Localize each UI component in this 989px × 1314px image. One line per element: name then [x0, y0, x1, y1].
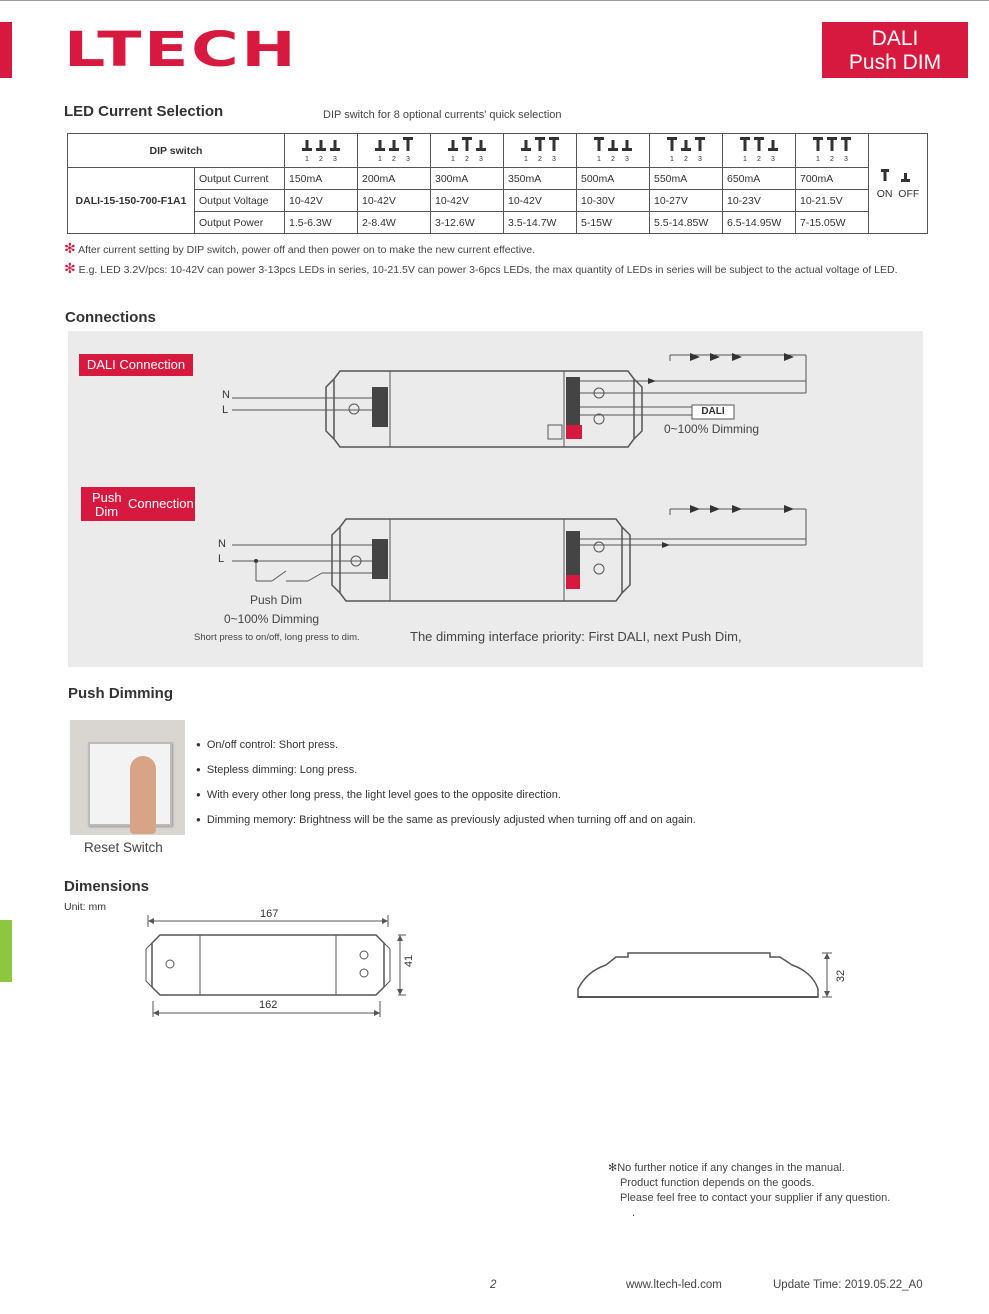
dip-switch-number: 1 [816, 156, 820, 163]
dip-switch-3-off [768, 140, 778, 151]
dip-switch-number: 3 [333, 156, 337, 163]
update-time: Update Time: 2019.05.22_A0 [773, 1279, 923, 1291]
top-view-drawing [140, 905, 420, 1020]
dip-switch-label: DIP switch [68, 134, 285, 168]
push-dim-label: Push Dim [250, 593, 303, 607]
dip-switch-table [67, 133, 928, 234]
model-name: DALI-15-150-700-F1A1 [68, 168, 195, 234]
dali-l-label: L [222, 404, 229, 416]
legend-off: OFF [898, 188, 920, 200]
footnote-dot: . [632, 1207, 636, 1219]
dip-switch-number: 3 [844, 156, 848, 163]
connections-diagram [68, 331, 923, 667]
cell-current: 350mA [504, 168, 577, 190]
cell-voltage: 10-42V [285, 190, 358, 212]
footnote-line1: ✻No further notice if any changes in the manual. [608, 1162, 845, 1174]
dip-switch-3-off [622, 140, 632, 151]
dip-cell [285, 134, 358, 168]
row-label-current: Output Current [195, 168, 285, 190]
section-title-push-dimming: Push Dimming [68, 685, 174, 702]
dali-dimming-label: 0~100% Dimming [664, 422, 760, 436]
side-green-marker [0, 920, 12, 982]
dip-switch-2-off [681, 140, 691, 151]
unit-label: Unit: mm [64, 901, 106, 913]
page-number: 2 [490, 1279, 497, 1291]
dip-switch-1-on [740, 137, 750, 151]
row-label-power: Output Power [195, 212, 285, 234]
dip-switch-number: 2 [319, 156, 323, 163]
cell-voltage: 10-42V [504, 190, 577, 212]
dip-switch-1-off [375, 140, 385, 151]
dip-switch-1-on [594, 137, 604, 151]
side-view-drawing [570, 945, 835, 1005]
dip-switch-1-on [667, 137, 677, 151]
section-title-connections: Connections [65, 309, 156, 326]
bullet-item: ● Dimming memory: Brightness will be the same as previously adjusted when turning off and on again. [196, 808, 696, 833]
dip-switch-number: 3 [406, 156, 410, 163]
cell-current: 650mA [723, 168, 796, 190]
cell-current: 550mA [650, 168, 723, 190]
ltech-logo: LTECH [64, 22, 299, 78]
dip-switch-3-on [549, 137, 559, 151]
dim-length-outer: 167 [260, 908, 279, 920]
dip-switch-number: 1 [743, 156, 747, 163]
section-subtitle-current: DIP switch for 8 optional currents' quick selection [323, 109, 562, 121]
push-dimming-label: 0~100% Dimming [224, 612, 320, 626]
dip-switch-number: 3 [698, 156, 702, 163]
dali-connection-tag: DALI Connection [79, 354, 193, 376]
dip-switch-number: 1 [597, 156, 601, 163]
priority-note: The dimming interface priority: First DALI, next Push Dim, [410, 629, 742, 644]
dip-switch-2-on [754, 137, 764, 151]
note-1 [64, 240, 535, 257]
dip-switch-2-off [608, 140, 618, 151]
dip-switch-number: 2 [830, 156, 834, 163]
cell-current: 300mA [431, 168, 504, 190]
cell-voltage: 10-42V [358, 190, 431, 212]
dip-cell [431, 134, 504, 168]
dip-switch-2-on [827, 137, 837, 151]
dip-switch-2-off [316, 140, 326, 151]
row-label-voltage: Output Voltage [195, 190, 285, 212]
dip-cell [358, 134, 431, 168]
cell-current: 500mA [577, 168, 650, 190]
push-dim-diagram [232, 505, 806, 601]
dip-switch-1-off [521, 140, 531, 151]
dim-height: 32 [835, 969, 848, 983]
cell-voltage: 10-23V [723, 190, 796, 212]
push-tag-line1: Push [92, 490, 122, 505]
section-title-current: LED Current Selection [64, 103, 224, 120]
side-red-marker [0, 22, 12, 78]
cell-power: 5.5-14.85W [650, 212, 723, 234]
finger-icon [130, 756, 156, 834]
bullet-item: ● Stepless dimming: Long press. [196, 758, 696, 783]
dip-switch-number: 1 [378, 156, 382, 163]
section-title-dimensions: Dimensions [64, 878, 150, 895]
cell-power: 6.5-14.95W [723, 212, 796, 234]
cell-current: 700mA [796, 168, 869, 190]
website[interactable]: www.ltech-led.com [626, 1279, 722, 1291]
dip-switch-2-on [535, 137, 545, 151]
product-badge [822, 22, 968, 78]
bullet-item: ● On/off control: Short press. [196, 733, 696, 758]
dip-switch-number: 1 [670, 156, 674, 163]
dip-cell [577, 134, 650, 168]
note-2-text: E.g. LED 3.2V/pcs: 10-42V can power 3-13pcs LEDs in series, 10-21.5V can power 3-6pcs LEDs, the max quantity of LEDs in series will be subject to the actual voltage of LED. [78, 264, 898, 276]
reset-switch-caption: Reset Switch [84, 840, 163, 855]
footnote-line3: Please feel free to contact your supplier if any question. [620, 1192, 891, 1204]
cell-current: 200mA [358, 168, 431, 190]
asterisk-icon: ✻ [64, 260, 76, 276]
cell-power: 3-12.6W [431, 212, 504, 234]
dip-switch-number: 3 [552, 156, 556, 163]
dip-switch-1-off [448, 140, 458, 151]
cell-power: 3.5-14.7W [504, 212, 577, 234]
dip-switch-2-off [389, 140, 399, 151]
cell-power: 2-8.4W [358, 212, 431, 234]
reset-switch-photo [70, 720, 185, 835]
push-n-label: N [218, 538, 226, 550]
dip-cell [723, 134, 796, 168]
dip-switch-1-on [813, 137, 823, 151]
dip-switch-number: 2 [538, 156, 542, 163]
connections-diagram-panel [68, 331, 923, 667]
cell-power: 5-15W [577, 212, 650, 234]
cell-power: 1.5-6.3W [285, 212, 358, 234]
dip-switch-3-on [403, 137, 413, 151]
dip-switch-number: 1 [305, 156, 309, 163]
asterisk-icon: ✻ [64, 240, 76, 256]
dip-switch-number: 2 [684, 156, 688, 163]
dip-switch-number: 2 [465, 156, 469, 163]
dip-cell [504, 134, 577, 168]
dip-switch-number: 2 [611, 156, 615, 163]
cell-voltage: 10-21.5V [796, 190, 869, 212]
dip-switch-2-on [462, 137, 472, 151]
badge-line1: DALI [871, 27, 919, 50]
asterisk-icon: ✻ [608, 1162, 618, 1174]
dip-switch-number: 1 [451, 156, 455, 163]
dip-switch-number: 3 [625, 156, 629, 163]
push-dimming-bullets [196, 733, 696, 833]
dip-switch-3-on [695, 137, 705, 151]
dip-switch-3-off [330, 140, 340, 151]
cell-voltage: 10-30V [577, 190, 650, 212]
footnote-block [608, 1161, 890, 1221]
footnote-line2: Product function depends on the goods. [620, 1177, 815, 1189]
push-tag-word: Connection [128, 496, 194, 511]
dip-cell [796, 134, 869, 168]
short-press-note: Short press to on/off, long press to dim. [194, 632, 360, 643]
dali-n-label: N [222, 389, 230, 401]
push-l-label: L [218, 553, 225, 565]
on-off-legend [869, 134, 928, 234]
cell-voltage: 10-42V [431, 190, 504, 212]
dip-switch-number: 3 [771, 156, 775, 163]
on-off-legend-icon [873, 167, 923, 185]
dip-switch-3-off [476, 140, 486, 151]
dip-switch-3-on [841, 137, 851, 151]
cell-current: 150mA [285, 168, 358, 190]
bullet-item: ● With every other long press, the light level goes to the opposite direction. [196, 783, 696, 808]
push-dim-connection-tag [81, 487, 195, 521]
dali-bus-box: DALI [701, 406, 725, 417]
badge-line2: Push DIM [848, 51, 942, 74]
dip-switch-number: 2 [392, 156, 396, 163]
dip-switch-number: 1 [524, 156, 528, 163]
cell-voltage: 10-27V [650, 190, 723, 212]
cell-power: 7-15.05W [796, 212, 869, 234]
legend-on: ON [876, 188, 893, 200]
dip-switch-number: 2 [757, 156, 761, 163]
dim-width: 41 [403, 954, 416, 968]
note-2 [64, 260, 898, 277]
note-1-text: After current setting by DIP switch, power off and then power on to make the new current effective. [78, 244, 536, 256]
dip-switch-number: 3 [479, 156, 483, 163]
top-rule [0, 0, 989, 1]
dip-switch-1-off [302, 140, 312, 151]
dip-cell [650, 134, 723, 168]
dim-length-inner: 162 [259, 999, 278, 1011]
push-tag-line2: Dim [95, 504, 119, 519]
